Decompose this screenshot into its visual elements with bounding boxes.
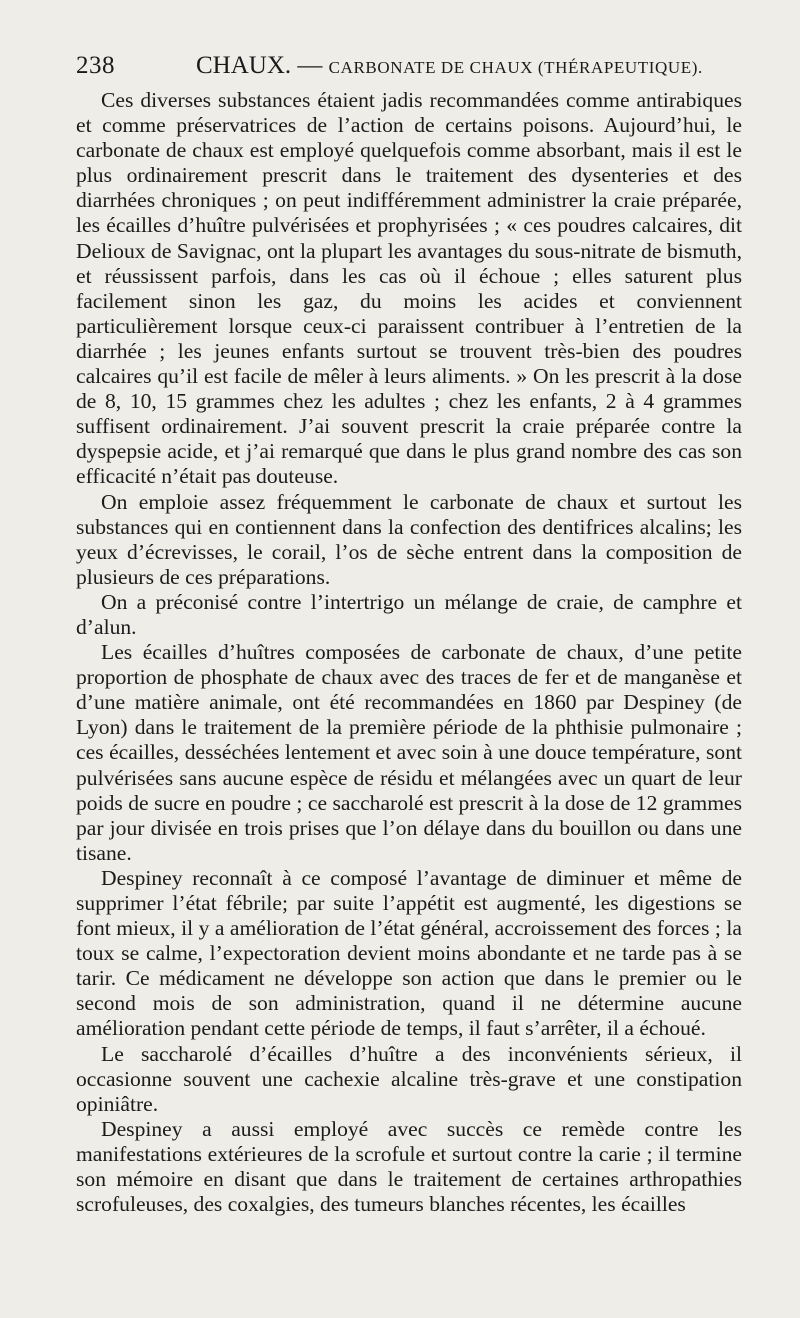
paragraph: On emploie assez fréquemment le carbonate de chaux et surtout les substances qui en contiennent dans la confection des dentifrices alcalins; les yeux d’écrevisses, le corail, l’os de sèche entrent dans la composition de plusieurs de ces préparations. <box>76 489 742 589</box>
running-head-main: CHAUX. <box>196 52 292 79</box>
running-head <box>196 52 703 80</box>
paragraph: Le saccharolé d’écailles d’huître a des inconvénients sérieux, il occasionne souvent une cachexie alcaline très-grave et une constipation opiniâtre. <box>76 1041 742 1116</box>
page-header <box>76 52 736 86</box>
running-head-dash: — <box>297 52 323 79</box>
page-number: 238 <box>76 52 115 79</box>
body-text <box>76 88 742 1217</box>
paragraph: Les écailles d’huîtres composées de carbonate de chaux, d’une petite proportion de phosphate de chaux avec des traces de fer et de manganèse et d’une matière animale, ont été recommandées en 1860 par Despiney (de Lyon) dans le traitement de la première période de la phthisie pulmonaire ; ces écailles, desséchées lentement et avec soin à une douce température, sont pulvérisées sans aucune espèce de résidu et mélangées avec un quart de leur poids de sucre en poudre ; ce saccharolé est prescrit à la dose de 12 grammes par jour divisée en trois prises que l’on délaye dans du bouillon ou dans une tisane. <box>76 640 742 865</box>
paragraph: Despiney reconnaît à ce composé l’avantage de diminuer et même de supprimer l’état fébrile; par suite l’appétit est augmenté, les digestions se font mieux, il y a amélioration de l’état général, accroissement des forces ; la toux se calme, l’expectoration devient moins abondante et ne tarde pas à se tarir. Ce médicament ne développe son action que dans le premier ou le second mois de son administration, quand il ne détermine aucune amélioration pendant cette période de temps, il faut s’arrêter, il a échoué. <box>76 865 742 1041</box>
running-head-subtitle: CARBONATE DE CHAUX (THÉRAPEUTIQUE). <box>328 58 703 77</box>
paragraph: On a préconisé contre l’intertrigo un mélange de craie, de camphre et d’alun. <box>76 589 742 639</box>
paragraph: Despiney a aussi employé avec succès ce remède contre les manifestations extérieures de la scrofule et surtout contre la carie ; il termine son mémoire en disant que dans le traitement de certaines arthropathies scrofuleuses, des coxalgies, des tumeurs blanches récentes, les écailles <box>76 1116 742 1217</box>
paragraph: Ces diverses substances étaient jadis recommandées comme antirabiques et comme préservatrices de l’action de certains poisons. Aujourd’hui, le carbonate de chaux est employé quelquefois comme absorbant, mais il est le plus ordinairement prescrit dans le traitement des dysenteries et des diarrhées chroniques ; on peut indifféremment administrer la craie préparée, les écailles d’huître pulvérisées et prophyrisées ; « ces poudres calcaires, dit Delioux de Savignac, ont la plupart les avantages du sous-nitrate de bismuth, et réussissent parfois, dans les cas où il échoue ; elles saturent plus facilement sinon les gaz, du moins les acides et conviennent particulièrement lorsque ceux-ci paraissent contribuer à l’entretien de la diarrhée ; les jeunes enfants surtout se trouvent très-bien des poudres calcaires qu’il est facile de mêler à leurs aliments. » On les prescrit à la dose de 8, 10, 15 grammes chez les adultes ; chez les enfants, 2 à 4 grammes suffisent ordinairement. J’ai souvent prescrit la craie préparée contre la dyspepsie acide, et j’ai remarqué que dans le plus grand nombre des cas son efficacité n’était pas douteuse. <box>76 88 742 489</box>
